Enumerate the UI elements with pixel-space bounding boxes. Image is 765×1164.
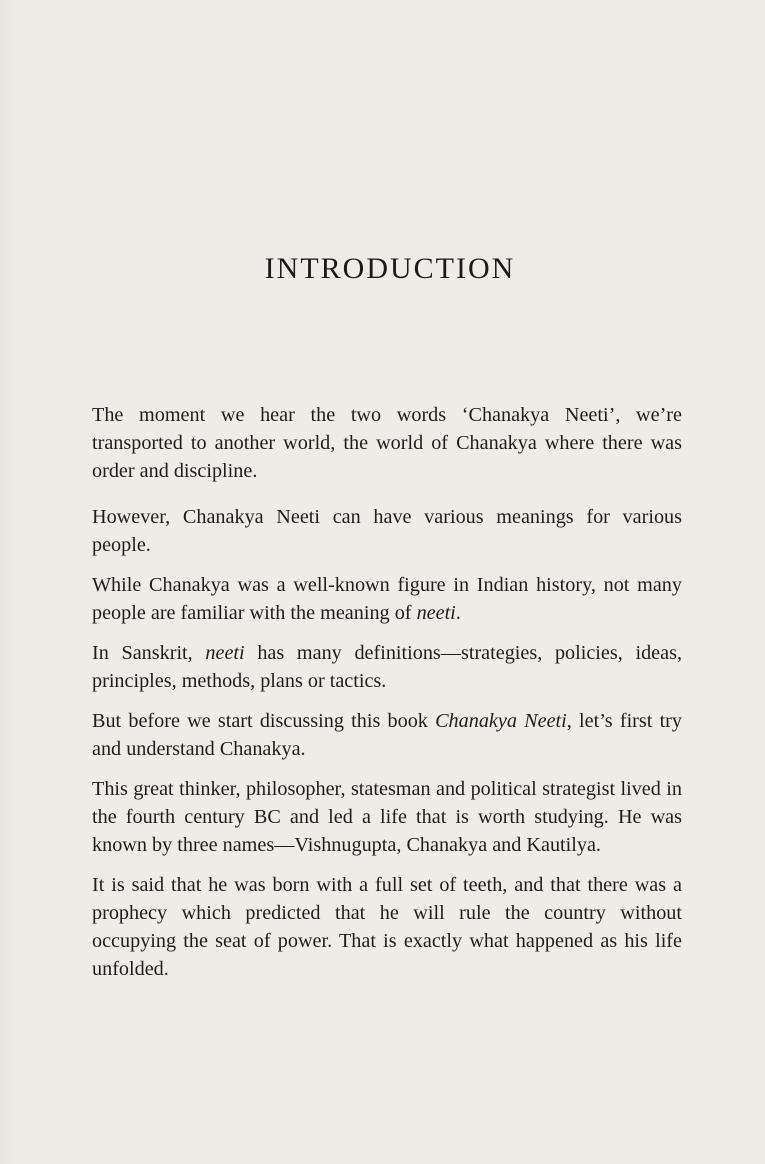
paragraph-5-text: But before we start discussing this book	[92, 710, 436, 732]
paragraph-7: It is said that he was born with a full set of teeth, and that there was a prophecy which predicted that he will rule the country without occupying the seat of power. That is exactly what happened as his life unfolded.	[92, 874, 682, 980]
chapter-title: INTRODUCTION	[264, 252, 516, 285]
paragraph-4-text: In Sanskrit,	[92, 642, 206, 664]
paragraph-4-end: has many definitions—strategies, policies, ideas, principles, methods, plans or tactics.	[92, 642, 682, 692]
paragraph-3	[92, 571, 682, 627]
paragraph-1: The moment we hear the two words ‘Chanakya Neeti’, we’re transported to another world, the world of Chanakya where there was order and discipline.	[92, 404, 682, 482]
paragraph-4-italic: neeti	[205, 642, 245, 664]
paragraph-3-text: While Chanakya was a well-known figure in Indian history, not many people are familiar with the meaning of	[92, 574, 682, 624]
paragraph-2: However, Chanakya Neeti can have various meanings for various people.	[92, 506, 682, 556]
paragraph-6: This great thinker, philosopher, statesman and political strategist lived in the fourth century BC and led a life that is worth studying. He was known by three names—Vishnugupta, Chanakya and Kautilya.	[92, 778, 682, 856]
paragraph-5	[92, 707, 682, 763]
paragraph-5-end: , let’s first try and understand Chanakya.	[92, 710, 682, 760]
paragraph-3-end: .	[455, 602, 461, 624]
paragraph-4	[92, 639, 682, 695]
paragraph-3-italic: neeti	[416, 602, 456, 624]
chapter-body	[92, 401, 682, 995]
paragraph-5-italic: Chanakya Neeti	[435, 710, 567, 732]
